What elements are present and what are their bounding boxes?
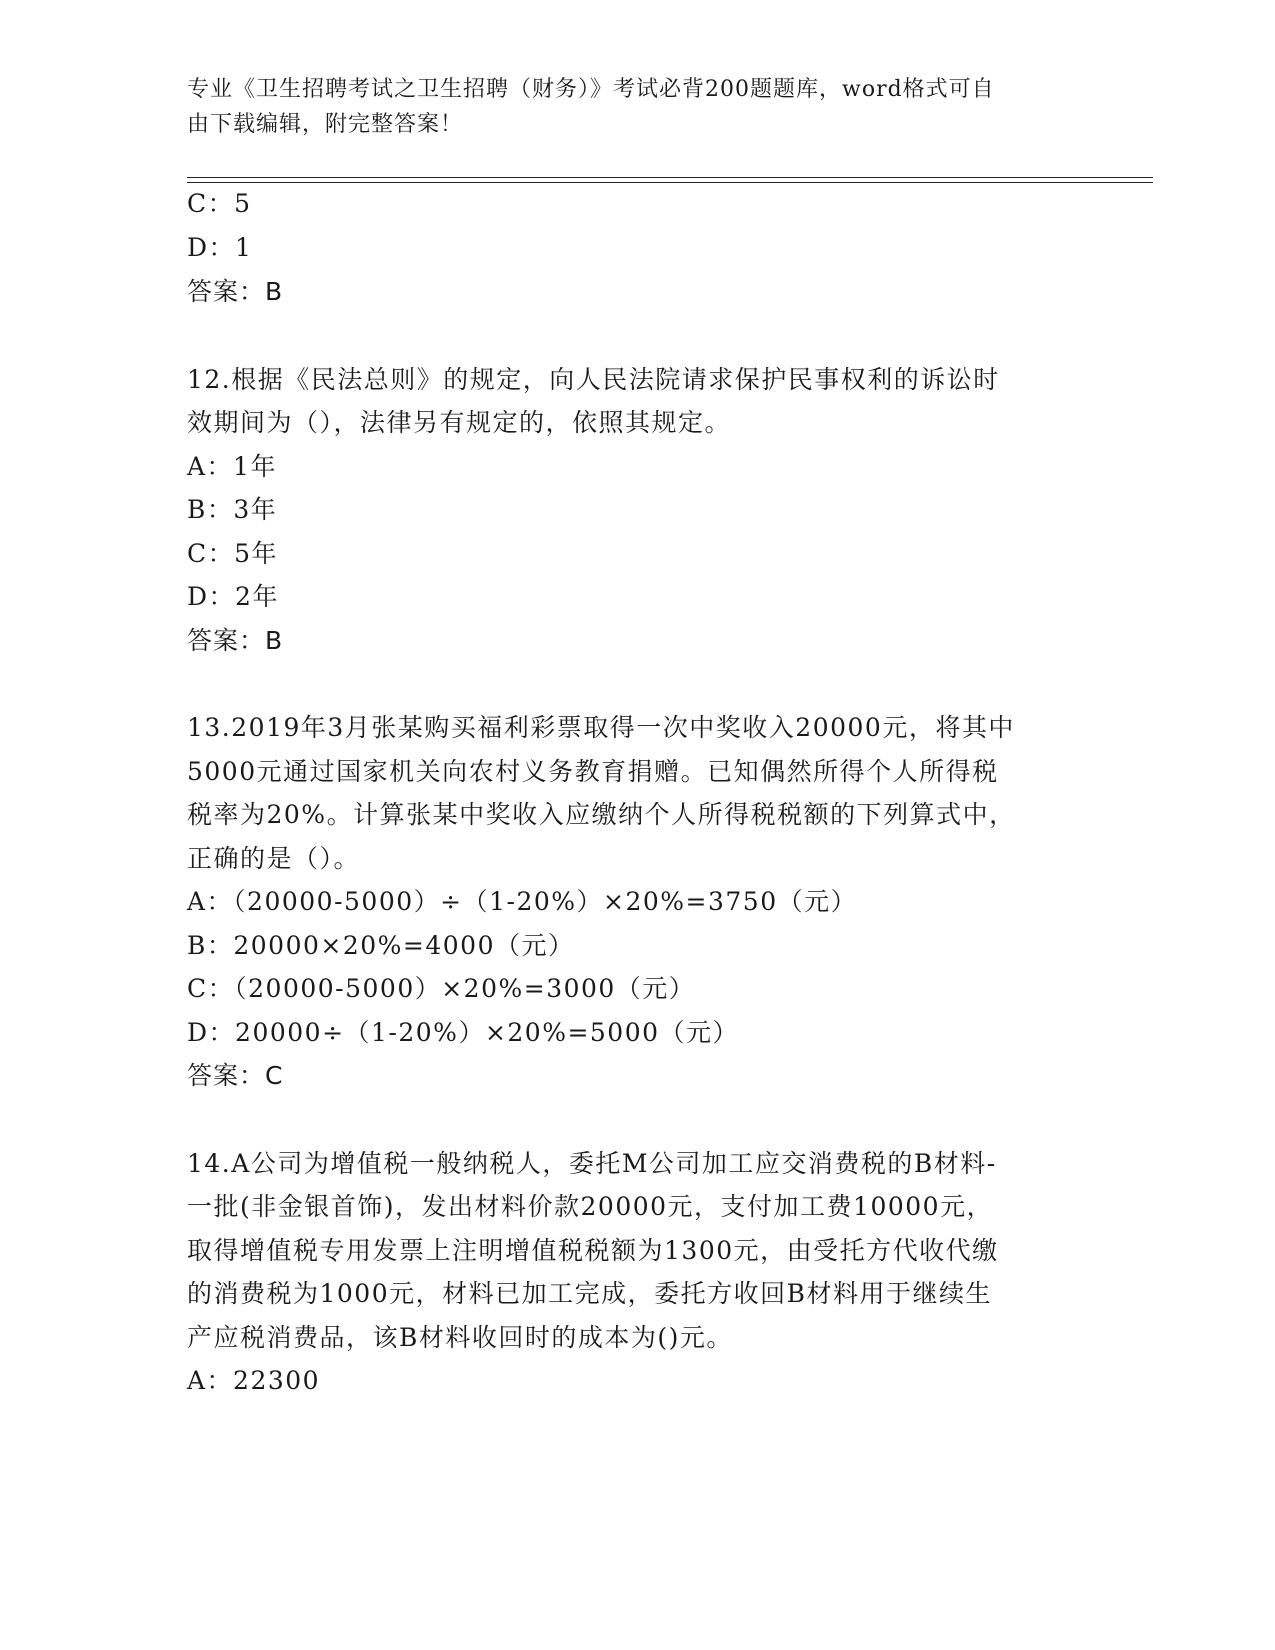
q12-answer: 答案：B [187, 626, 284, 655]
q13-option-d: D：20000÷（1-20%）×20%=5000（元） [187, 1018, 740, 1047]
q11-option-d: D：1 [187, 233, 253, 262]
document-header [187, 72, 1067, 142]
header-divider-bottom [187, 182, 1153, 183]
q13-stem-line-1: 13.2019年3月张某购买福利彩票取得一次中奖收入20000元，将其中 [187, 713, 1015, 742]
q12-option-a: A：1年 [187, 452, 277, 481]
q12-option-b: B：3年 [187, 495, 278, 524]
q12-option-d: D：2年 [187, 582, 279, 611]
q14-stem-line-4: 的消费税为1000元，材料已加工完成，委托方收回B材料用于继续生 [187, 1279, 992, 1308]
header-title-line-1: 专业《卫生招聘考试之卫生招聘（财务）》考试必背200题题库，word格式可自 [187, 77, 995, 102]
q12-stem-line-2: 效期间为（），法律另有规定的，依照其规定。 [187, 408, 732, 437]
q12-stem-line-1: 12.根据《民法总则》的规定，向人民法院请求保护民事权利的诉讼时 [187, 365, 1000, 394]
q11-option-c: C：5 [187, 189, 252, 218]
q13-option-c: C：（20000-5000）×20%=3000（元） [187, 974, 696, 1003]
q14-stem-line-2: 一批(非金银首饰)，发出材料价款20000元，支付加工费10000元， [187, 1192, 994, 1221]
q14-stem-line-5: 产应税消费品，该B材料收回时的成本为()元。 [187, 1323, 733, 1352]
q14-stem-line-1: 14.A公司为增值税一般纳税人，委托M公司加工应交消费税的B材料- [187, 1149, 997, 1178]
q14-stem-line-3: 取得增值税专用发票上注明增值税税额为1300元，由受托方代收代缴 [187, 1236, 999, 1265]
q13-option-b: B：20000×20%=4000（元） [187, 931, 575, 960]
q13-stem-line-3: 税率为20%。计算张某中奖收入应缴纳个人所得税税额的下列算式中， [187, 800, 1016, 829]
q13-stem-line-2: 5000元通过国家机关向农村义务教育捐赠。已知偶然所得个人所得税 [187, 757, 999, 786]
q13-stem-line-4: 正确的是（）。 [187, 844, 361, 873]
header-divider-top [187, 177, 1153, 178]
q14-option-a: A：22300 [187, 1366, 321, 1395]
header-title-line-2: 由下载编辑，附完整答案！ [187, 112, 464, 137]
q13-answer: 答案：C [187, 1061, 284, 1090]
q12-option-c: C：5年 [187, 539, 279, 568]
q13-option-a: A：（20000-5000）÷（1-20%）×20%=3750（元） [187, 887, 858, 916]
q11-answer: 答案：B [187, 277, 284, 306]
